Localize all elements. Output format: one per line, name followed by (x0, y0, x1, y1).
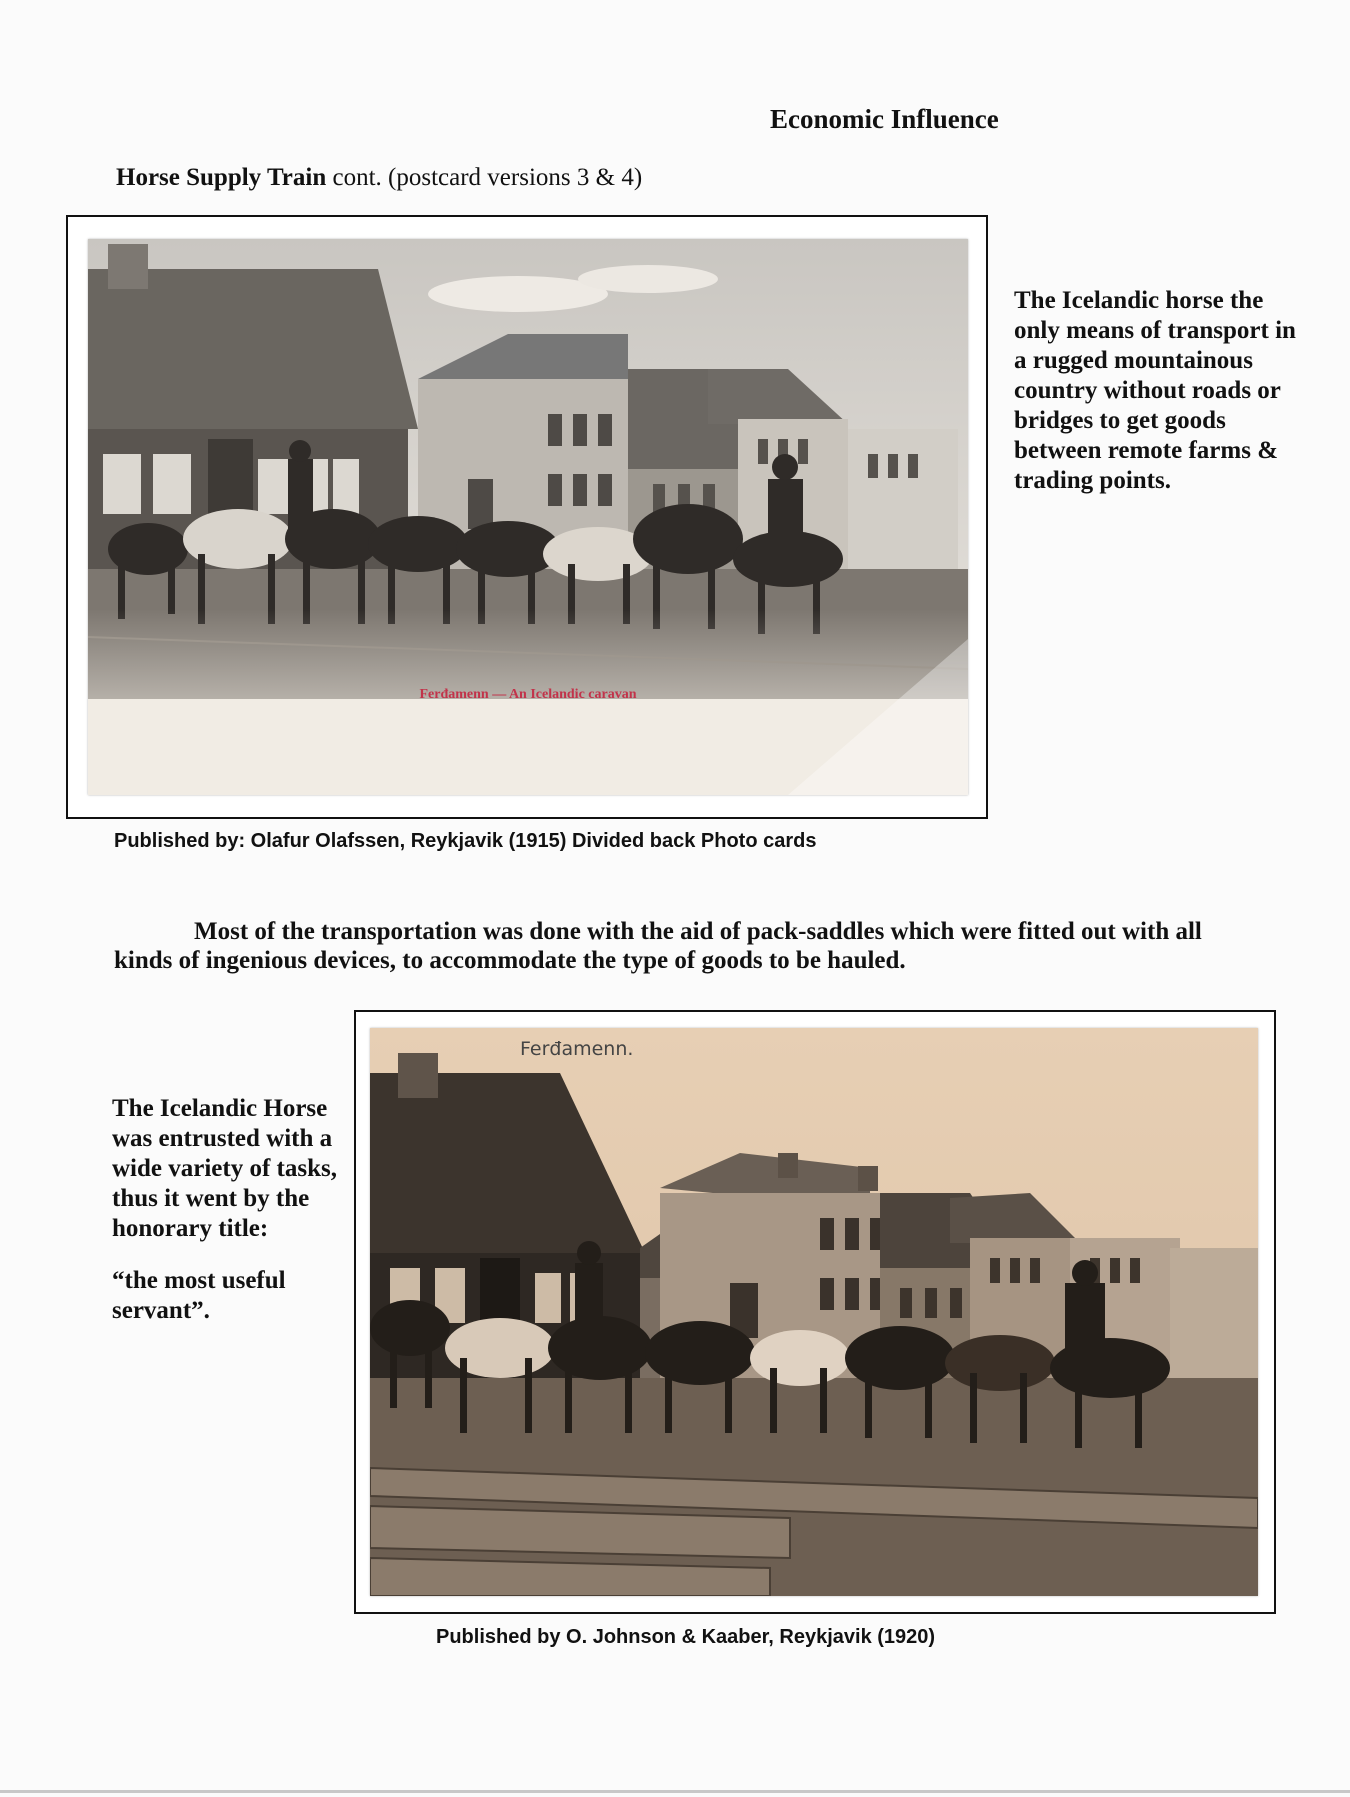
body-paragraph (114, 917, 1234, 975)
publisher-note-2: Published by O. Johnson & Kaaber, Reykjavik (1920) (436, 1626, 936, 1648)
subheading-bold: Horse Supply Train (116, 164, 327, 191)
side-note-2-quote: “the most useful servant”. (112, 1267, 286, 1324)
side-note-2-main: The Icelandic Horse was entrusted with a wide variety of tasks, thus it went by the honorary title: (112, 1095, 337, 1242)
subheading-rest: cont. (postcard versions 3 & 4) (332, 164, 643, 191)
street-scene-illustration-2 (370, 1028, 1258, 1596)
paragraph-text: Most of the transportation was done with the aid of pack-saddles which were fitted out with all kinds of ingenious devices, to accommodate the type of goods to be hauled. (114, 918, 1202, 974)
street-scene-illustration-1 (88, 239, 968, 795)
page-heading: Economic Influence (770, 104, 999, 134)
postcard-caption-2: Ferđamenn. (520, 1038, 634, 1060)
side-note-1: The Icelandic horse the only means of transport in a rugged mountainous country without roads or bridges to get goods between remote farms & trading points. (1014, 287, 1296, 494)
postcard-photo-1 (88, 239, 968, 795)
side-note-2 (112, 1094, 362, 1326)
postcard-frame-2 (354, 1010, 1276, 1614)
publisher-note-1: Published by: Olafur Olafssen, Reykjavik (1915) Divided back Photo cards (114, 830, 817, 852)
page-edge-line (0, 1790, 1350, 1793)
section-subheading (116, 164, 642, 192)
postcard-frame-1 (66, 215, 988, 819)
postcard-photo-2 (370, 1028, 1258, 1596)
postcard-caption-1: Ferđamenn — An Icelandic caravan (419, 687, 637, 702)
